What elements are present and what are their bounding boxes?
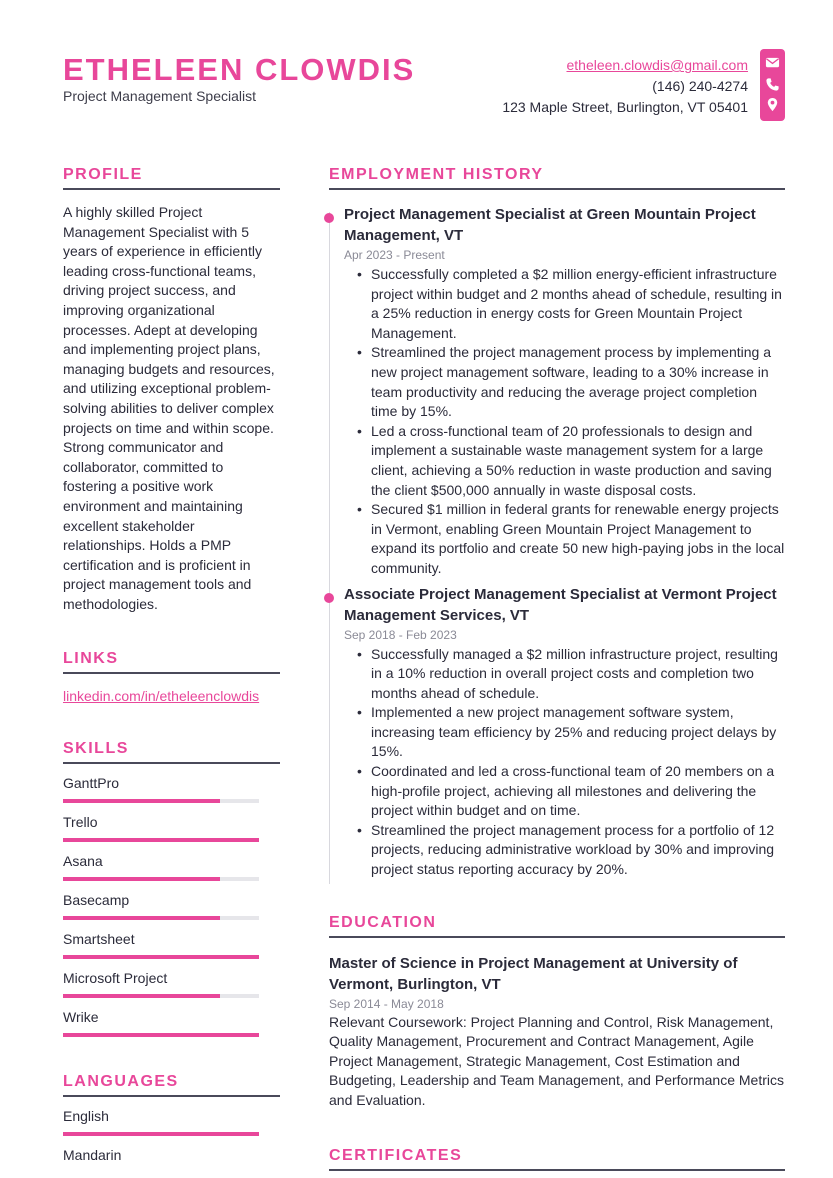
skill-level-fill bbox=[63, 994, 220, 998]
skill-name: Microsoft Project bbox=[63, 970, 168, 987]
envelope-icon bbox=[765, 55, 780, 70]
job-bullet: • Led a cross-functional team of 20 professionals to design and implement a sustainable waste management system for a large client, achieving a 50% reduction in waste production and saving the client $500,000 annually in waste disposal costs. bbox=[371, 422, 785, 500]
profile-text: A highly skilled Project Management Specialist with 5 years of experience in efficiently leading cross-functional teams, driving project success, and improving organizational processes. Adept at developing and implementing project plans, managing budgets and resources, and utilizing exceptional problem-solving abilities to deliver complex projects on time and within scope. Strong communicator and collaborator, committed to fostering a positive work environment and maintaining excellent stakeholder relationships. Holds a PMP certification and is proficient in project management tools and methodologies. bbox=[63, 204, 275, 612]
employment-heading: EMPLOYMENT HISTORY bbox=[329, 166, 785, 190]
education-heading: EDUCATION bbox=[329, 914, 785, 938]
candidate-name: ETHELEEN CLOWDIS bbox=[63, 52, 416, 87]
language-item bbox=[63, 1106, 280, 1136]
skill-name: Trello bbox=[63, 814, 98, 831]
skill-level-fill bbox=[63, 916, 220, 920]
linkedin-link[interactable]: linkedin.com/in/etheleenclowdis bbox=[63, 688, 260, 705]
job-entry bbox=[329, 204, 785, 262]
job-bullet: • Successfully managed a $2 million infrastructure project, resulting in a 10% reduction in overall project costs and completion two months ahead of schedule. bbox=[371, 645, 785, 704]
skill-level-fill bbox=[63, 877, 220, 881]
job-dates: Sep 2018 - Feb 2023 bbox=[344, 627, 457, 642]
skill-level-bar bbox=[63, 838, 259, 842]
skill-item bbox=[63, 890, 280, 920]
certificates-heading: CERTIFICATES bbox=[329, 1147, 785, 1171]
skill-level-bar bbox=[63, 877, 259, 881]
languages-list bbox=[63, 1106, 280, 1165]
timeline-dot bbox=[324, 213, 334, 223]
job-bullet: • Successfully completed a $2 million energy-efficient infrastructure project within budget and 2 months ahead of schedule, resulting in a 25% reduction in energy costs for Green Mountain Project Management. bbox=[371, 265, 785, 343]
education-heading-text: Master of Science in Project Management at University of Vermont, Burlington, VT bbox=[329, 954, 738, 993]
skill-level-bar bbox=[63, 1033, 259, 1037]
job-bullets bbox=[329, 645, 785, 880]
skill-level-fill bbox=[63, 955, 259, 959]
skills-list bbox=[63, 773, 280, 1037]
left-column bbox=[63, 166, 280, 1165]
skill-name: GanttPro bbox=[63, 775, 120, 792]
job-heading: Project Management Specialist at Green Mountain Project Management, VT bbox=[344, 206, 756, 244]
profile-heading: PROFILE bbox=[63, 166, 280, 190]
job-bullet: • Implemented a new project management software system, increasing team efficiency by 25% and reducing project delays by 15%. bbox=[371, 703, 785, 762]
skill-name: Asana bbox=[63, 853, 103, 870]
email-link[interactable]: etheleen.clowdis@gmail.com bbox=[566, 57, 748, 73]
job-bullet: • Secured $1 million in federal grants for renewable energy projects in Vermont, enabling Green Mountain Project Management to expand its portfolio and create 50 new high-paying jobs in the local community. bbox=[371, 500, 785, 578]
language-item bbox=[63, 1145, 280, 1165]
education-dates: Sep 2014 - May 2018 bbox=[329, 996, 444, 1011]
languages-heading: LANGUAGES bbox=[63, 1073, 280, 1097]
job-bullet: • Coordinated and led a cross-functional team of 20 members on a high-profile project, achieving all milestones and delivering the project within budget and on time. bbox=[371, 762, 785, 821]
skills-heading: SKILLS bbox=[63, 740, 280, 764]
contact-block bbox=[502, 55, 748, 118]
skill-level-fill bbox=[63, 1033, 259, 1037]
skill-level-bar bbox=[63, 994, 259, 998]
education-description: Relevant Coursework: Project Planning and Control, Risk Management, Quality Management, Procurement and Contract Management, Agile Project Management, Strategic Management, Cost Estimation and Budgeting, Leadership and Team Management, and Performance Metrics and Evaluation. bbox=[329, 1013, 785, 1108]
skill-item bbox=[63, 968, 280, 998]
candidate-title: Project Management Specialist bbox=[63, 88, 256, 104]
skill-name: Basecamp bbox=[63, 892, 130, 909]
language-level-bar bbox=[63, 1132, 259, 1136]
skill-name: Wrike bbox=[63, 1009, 99, 1026]
right-column bbox=[329, 166, 785, 1171]
phone-icon bbox=[765, 77, 780, 92]
skill-item bbox=[63, 773, 280, 803]
skill-level-bar bbox=[63, 955, 259, 959]
job-bullet: • Streamlined the project management process by implementing a new project management software, leading to a 30% increase in team productivity and reducing the average project completion time by 15%. bbox=[371, 343, 785, 421]
phone-number: (146) 240-4274 bbox=[652, 78, 748, 94]
skill-level-bar bbox=[63, 916, 259, 920]
skill-item bbox=[63, 851, 280, 881]
skill-level-fill bbox=[63, 799, 220, 803]
timeline-dot bbox=[324, 593, 334, 603]
job-heading: Associate Project Management Specialist at Vermont Project Management Services, VT bbox=[344, 585, 777, 624]
skill-level-bar bbox=[63, 799, 259, 803]
job-entry bbox=[329, 584, 785, 642]
links-heading: LINKS bbox=[63, 650, 280, 674]
job-dates: Apr 2023 - Present bbox=[344, 248, 445, 262]
skill-level-fill bbox=[63, 838, 259, 842]
address: 123 Maple Street, Burlington, VT 05401 bbox=[502, 99, 748, 115]
skill-item bbox=[63, 929, 280, 959]
job-bullets bbox=[329, 265, 785, 579]
contact-icon-bar bbox=[760, 49, 785, 121]
language-level-fill bbox=[63, 1132, 259, 1136]
skill-name: Smartsheet bbox=[63, 931, 135, 948]
job-bullet: • Streamlined the project management process for a portfolio of 12 projects, reducing administrative workload by 30% and improving project status reporting accuracy by 20%. bbox=[371, 821, 785, 880]
language-name: Mandarin bbox=[63, 1147, 122, 1164]
skill-item bbox=[63, 1007, 280, 1037]
language-name: English bbox=[63, 1108, 109, 1125]
location-pin-icon bbox=[765, 97, 780, 112]
skill-item bbox=[63, 812, 280, 842]
